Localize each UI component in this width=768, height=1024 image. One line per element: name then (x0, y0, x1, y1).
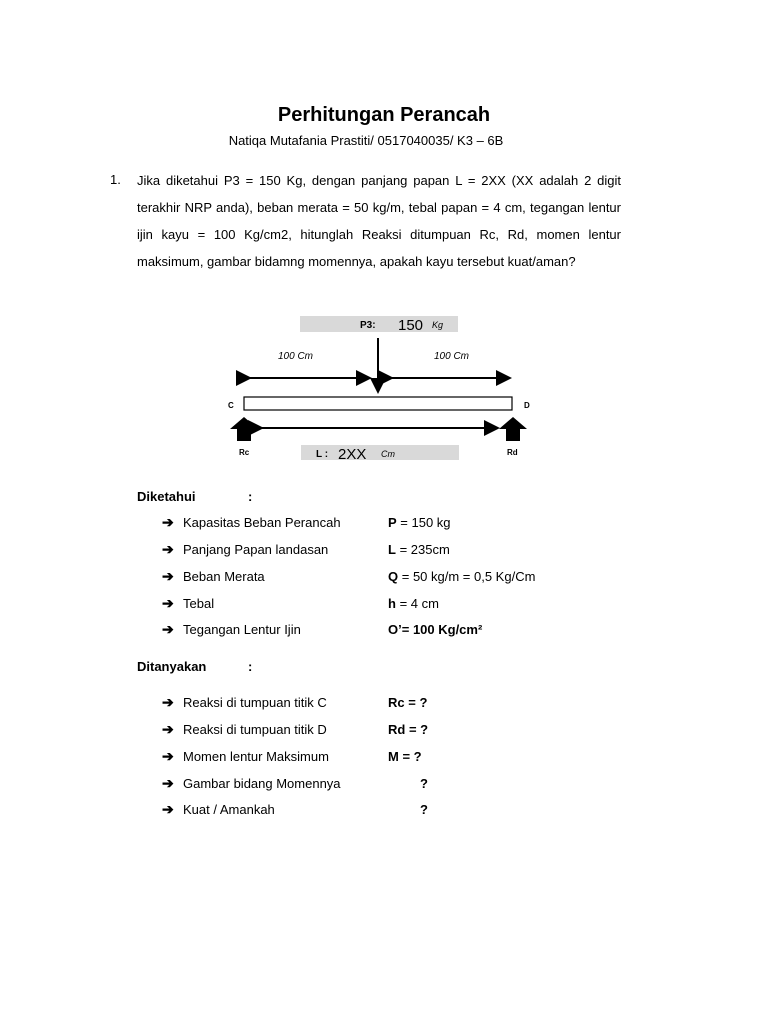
known-symbol: P (388, 515, 397, 530)
arrow-icon: ➔ (162, 801, 174, 817)
support-d-arrow (499, 417, 527, 441)
arrow-icon: ➔ (162, 775, 174, 791)
support-d-label: D (524, 401, 530, 410)
known-value (388, 515, 451, 530)
known-value (388, 596, 439, 611)
asked-rest: = ? (404, 695, 428, 710)
asked-value: ? (420, 802, 428, 817)
known-rest: = 100 Kg/cm² (401, 622, 483, 637)
known-label: Beban Merata (183, 569, 265, 584)
asked-symbol: Rd (388, 722, 406, 737)
known-rest: = 235cm (395, 542, 450, 557)
known-symbol: Q (388, 569, 399, 584)
known-colon: : (248, 489, 253, 504)
known-label: Tebal (183, 596, 215, 611)
known-value (388, 569, 535, 584)
document-title: Perhitungan Perancah (277, 104, 491, 126)
author-line: Natiqa Mutafania Prastiti/ 0517040035/ K3 – 6B (228, 133, 504, 148)
asked-symbol: Rc (388, 695, 405, 710)
arrow-icon: ➔ (162, 568, 174, 584)
load-label: P3: (360, 320, 376, 331)
known-symbol: O’ (388, 622, 402, 637)
arrow-icon: ➔ (162, 541, 174, 557)
asked-colon: : (248, 659, 253, 674)
known-label: Kapasitas Beban Perancah (183, 515, 341, 530)
support-c-label: C (228, 401, 234, 410)
reaction-rc-label: Rc (239, 448, 250, 457)
arrow-icon: ➔ (162, 621, 174, 637)
arrow-icon: ➔ (162, 514, 174, 530)
asked-value (388, 695, 427, 710)
load-value: 150 (398, 317, 424, 334)
asked-label: Momen lentur Maksimum (183, 749, 329, 764)
length-label: L : (316, 449, 329, 460)
load-unit: Kg (432, 320, 444, 330)
arrow-icon: ➔ (162, 748, 174, 764)
known-heading: Diketahui (137, 489, 196, 504)
asked-heading: Ditanyakan (137, 659, 207, 674)
asked-label: Reaksi di tumpuan titik C (183, 695, 327, 710)
asked-symbol: M (388, 749, 399, 764)
asked-value (388, 722, 428, 737)
asked-value: ? (420, 776, 428, 791)
support-c-arrow (230, 417, 258, 441)
asked-label: Kuat / Amankah (183, 802, 275, 817)
length-value: 2XX (338, 446, 367, 463)
asked-value (388, 749, 422, 764)
asked-rest: = ? (398, 749, 422, 764)
known-symbol: h (388, 596, 396, 611)
right-span-label: 100 Cm (434, 351, 470, 362)
beam (244, 397, 512, 410)
arrow-icon: ➔ (162, 595, 174, 611)
question-text: Jika diketahui P3 = 150 Kg, dengan panjang papan L = 2XX (XX adalah 2 digit terakhir NRP anda), beban merata = 50 kg/m, tebal papan = 4 cm, tegangan lentur ijin kayu = 100 Kg/cm2, hitunglah Reaksi ditumpuan Rc, Rd, momen lentur maksimum, gambar bidamng momennya, apakah kayu tersebut kuat/aman? (137, 173, 621, 269)
arrow-icon: ➔ (162, 694, 174, 710)
asked-label: Gambar bidang Momennya (183, 776, 341, 791)
arrow-icon: ➔ (162, 721, 174, 737)
known-rest: = 4 cm (395, 596, 439, 611)
known-label: Tegangan Lentur Ijin (183, 622, 301, 637)
known-value (388, 542, 450, 557)
known-rest: = 50 kg/m = 0,5 Kg/Cm (398, 569, 536, 584)
known-label: Panjang Papan landasan (183, 542, 329, 557)
asked-label: Reaksi di tumpuan titik D (183, 722, 327, 737)
asked-rest: = ? (405, 722, 429, 737)
length-unit: Cm (381, 449, 395, 459)
question-number: 1. (110, 172, 121, 187)
known-value (388, 622, 482, 637)
reaction-rd-label: Rd (507, 448, 518, 457)
known-symbol: L (388, 542, 396, 557)
known-rest: = 150 kg (396, 515, 451, 530)
beam-diagram (0, 0, 768, 480)
left-span-label: 100 Cm (278, 351, 314, 362)
